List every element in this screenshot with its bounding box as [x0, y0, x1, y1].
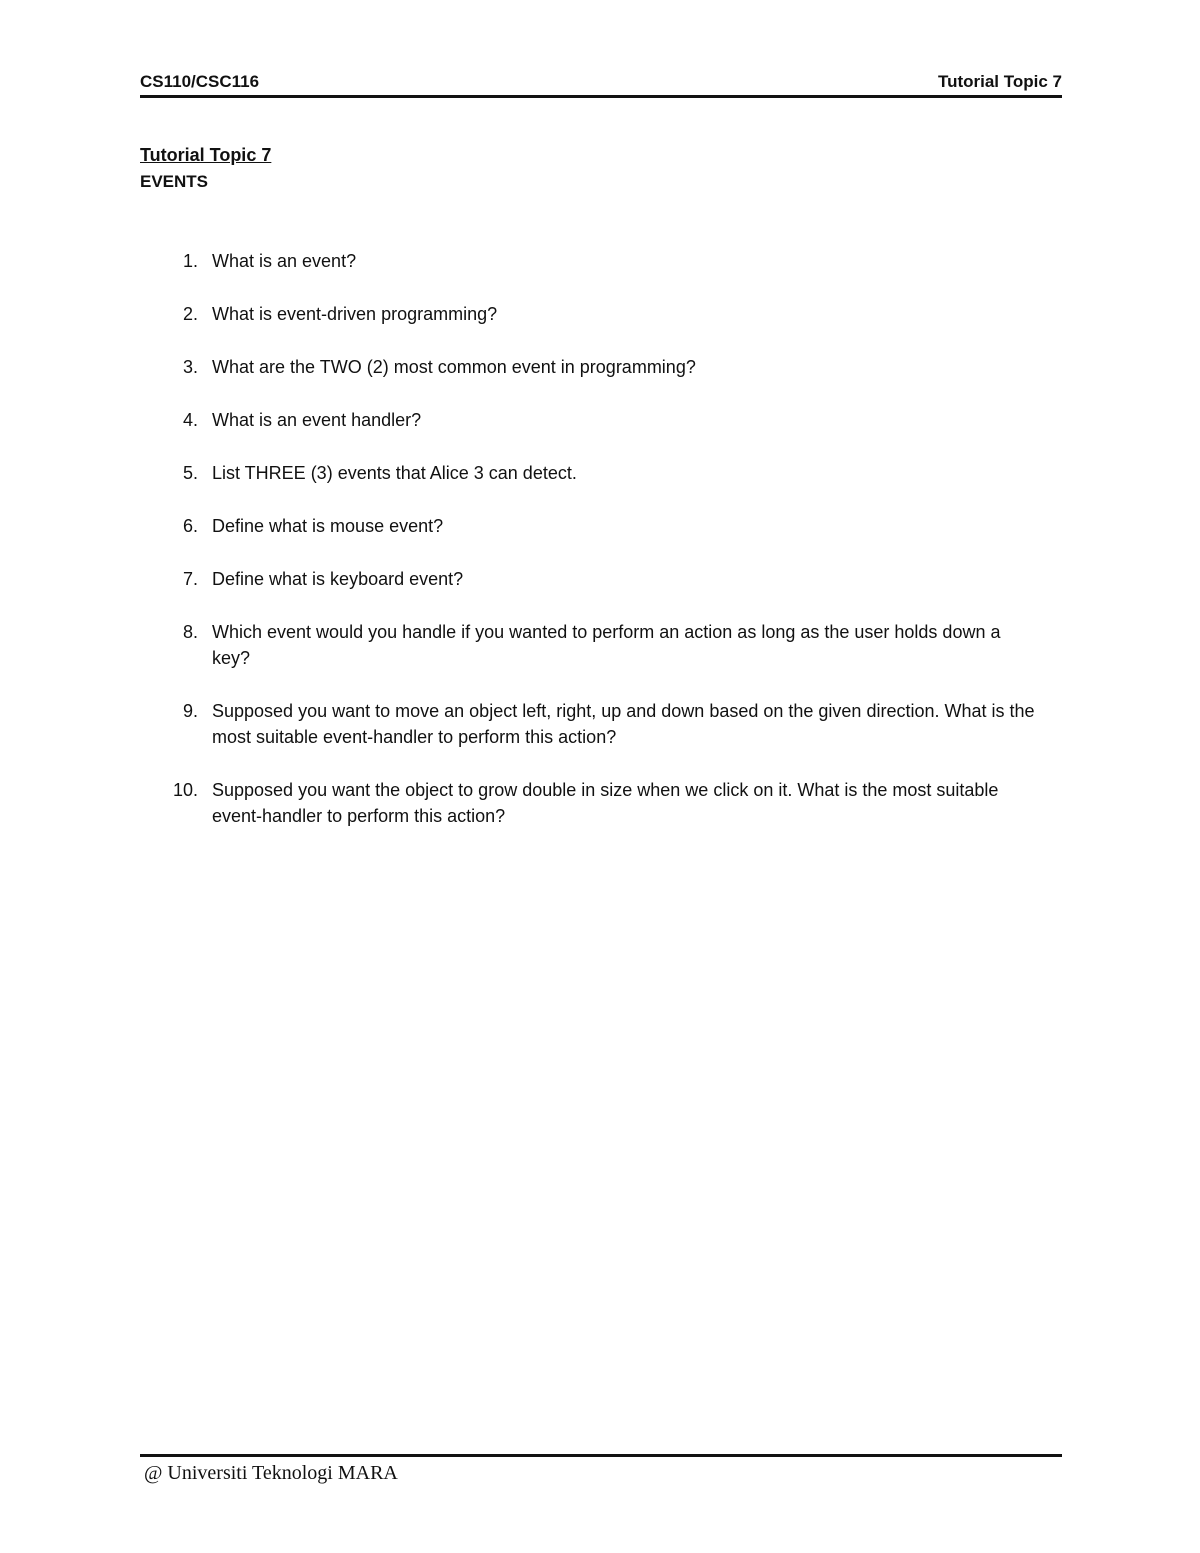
- question-list: [140, 248, 1040, 856]
- question-number: 2.: [182, 304, 198, 324]
- question-text: What is an event handler?: [212, 410, 422, 430]
- question-item-8: [140, 619, 1040, 671]
- question-text: What is event-driven programming?: [212, 304, 498, 324]
- question-text: Define what is mouse event?: [212, 516, 444, 536]
- question-item-2: [140, 301, 1040, 327]
- question-text: Supposed you want to move an object left, right, up and down based on the given direction. What is the most suitable event-handler to perform this action?: [212, 701, 1035, 747]
- page-title: Tutorial Topic 7: [140, 145, 272, 165]
- question-number: 7.: [182, 569, 198, 589]
- question-text: What are the TWO (2) most common event in programming?: [212, 357, 696, 377]
- question-text: Define what is keyboard event?: [212, 569, 464, 589]
- question-item-1: [140, 248, 1040, 274]
- question-number: 8.: [182, 622, 198, 642]
- title-block: [140, 144, 271, 193]
- question-item-6: [140, 513, 1040, 539]
- question-number: 6.: [182, 516, 198, 536]
- question-item-3: [140, 354, 1040, 380]
- footer-copyright: @ Universiti Teknologi MARA: [144, 1462, 398, 1484]
- question-number: 3.: [182, 357, 198, 377]
- question-item-5: [140, 460, 1040, 486]
- question-text: Supposed you want the object to grow double in size when we click on it. What is the most suitable event-handler to perform this action?: [212, 780, 999, 826]
- header-topic: Tutorial Topic 7: [937, 72, 1062, 91]
- question-text: Which event would you handle if you wanted to perform an action as long as the user holds down a key?: [212, 622, 1001, 668]
- question-number: 9.: [182, 701, 198, 721]
- question-number: 1.: [182, 251, 198, 271]
- question-item-10: [140, 777, 1040, 829]
- question-number: 4.: [182, 410, 198, 430]
- question-item-9: [140, 698, 1040, 750]
- question-number: 5.: [182, 463, 198, 483]
- question-item-7: [140, 566, 1040, 592]
- question-text: List THREE (3) events that Alice 3 can detect.: [212, 463, 577, 483]
- page-footer: [140, 1454, 1062, 1484]
- page-header: [140, 70, 1062, 98]
- page-subtitle: EVENTS: [140, 172, 209, 191]
- course-code: CS110/CSC116: [140, 72, 260, 91]
- question-item-4: [140, 407, 1040, 433]
- question-number: 10.: [172, 780, 198, 800]
- question-text: What is an event?: [212, 251, 357, 271]
